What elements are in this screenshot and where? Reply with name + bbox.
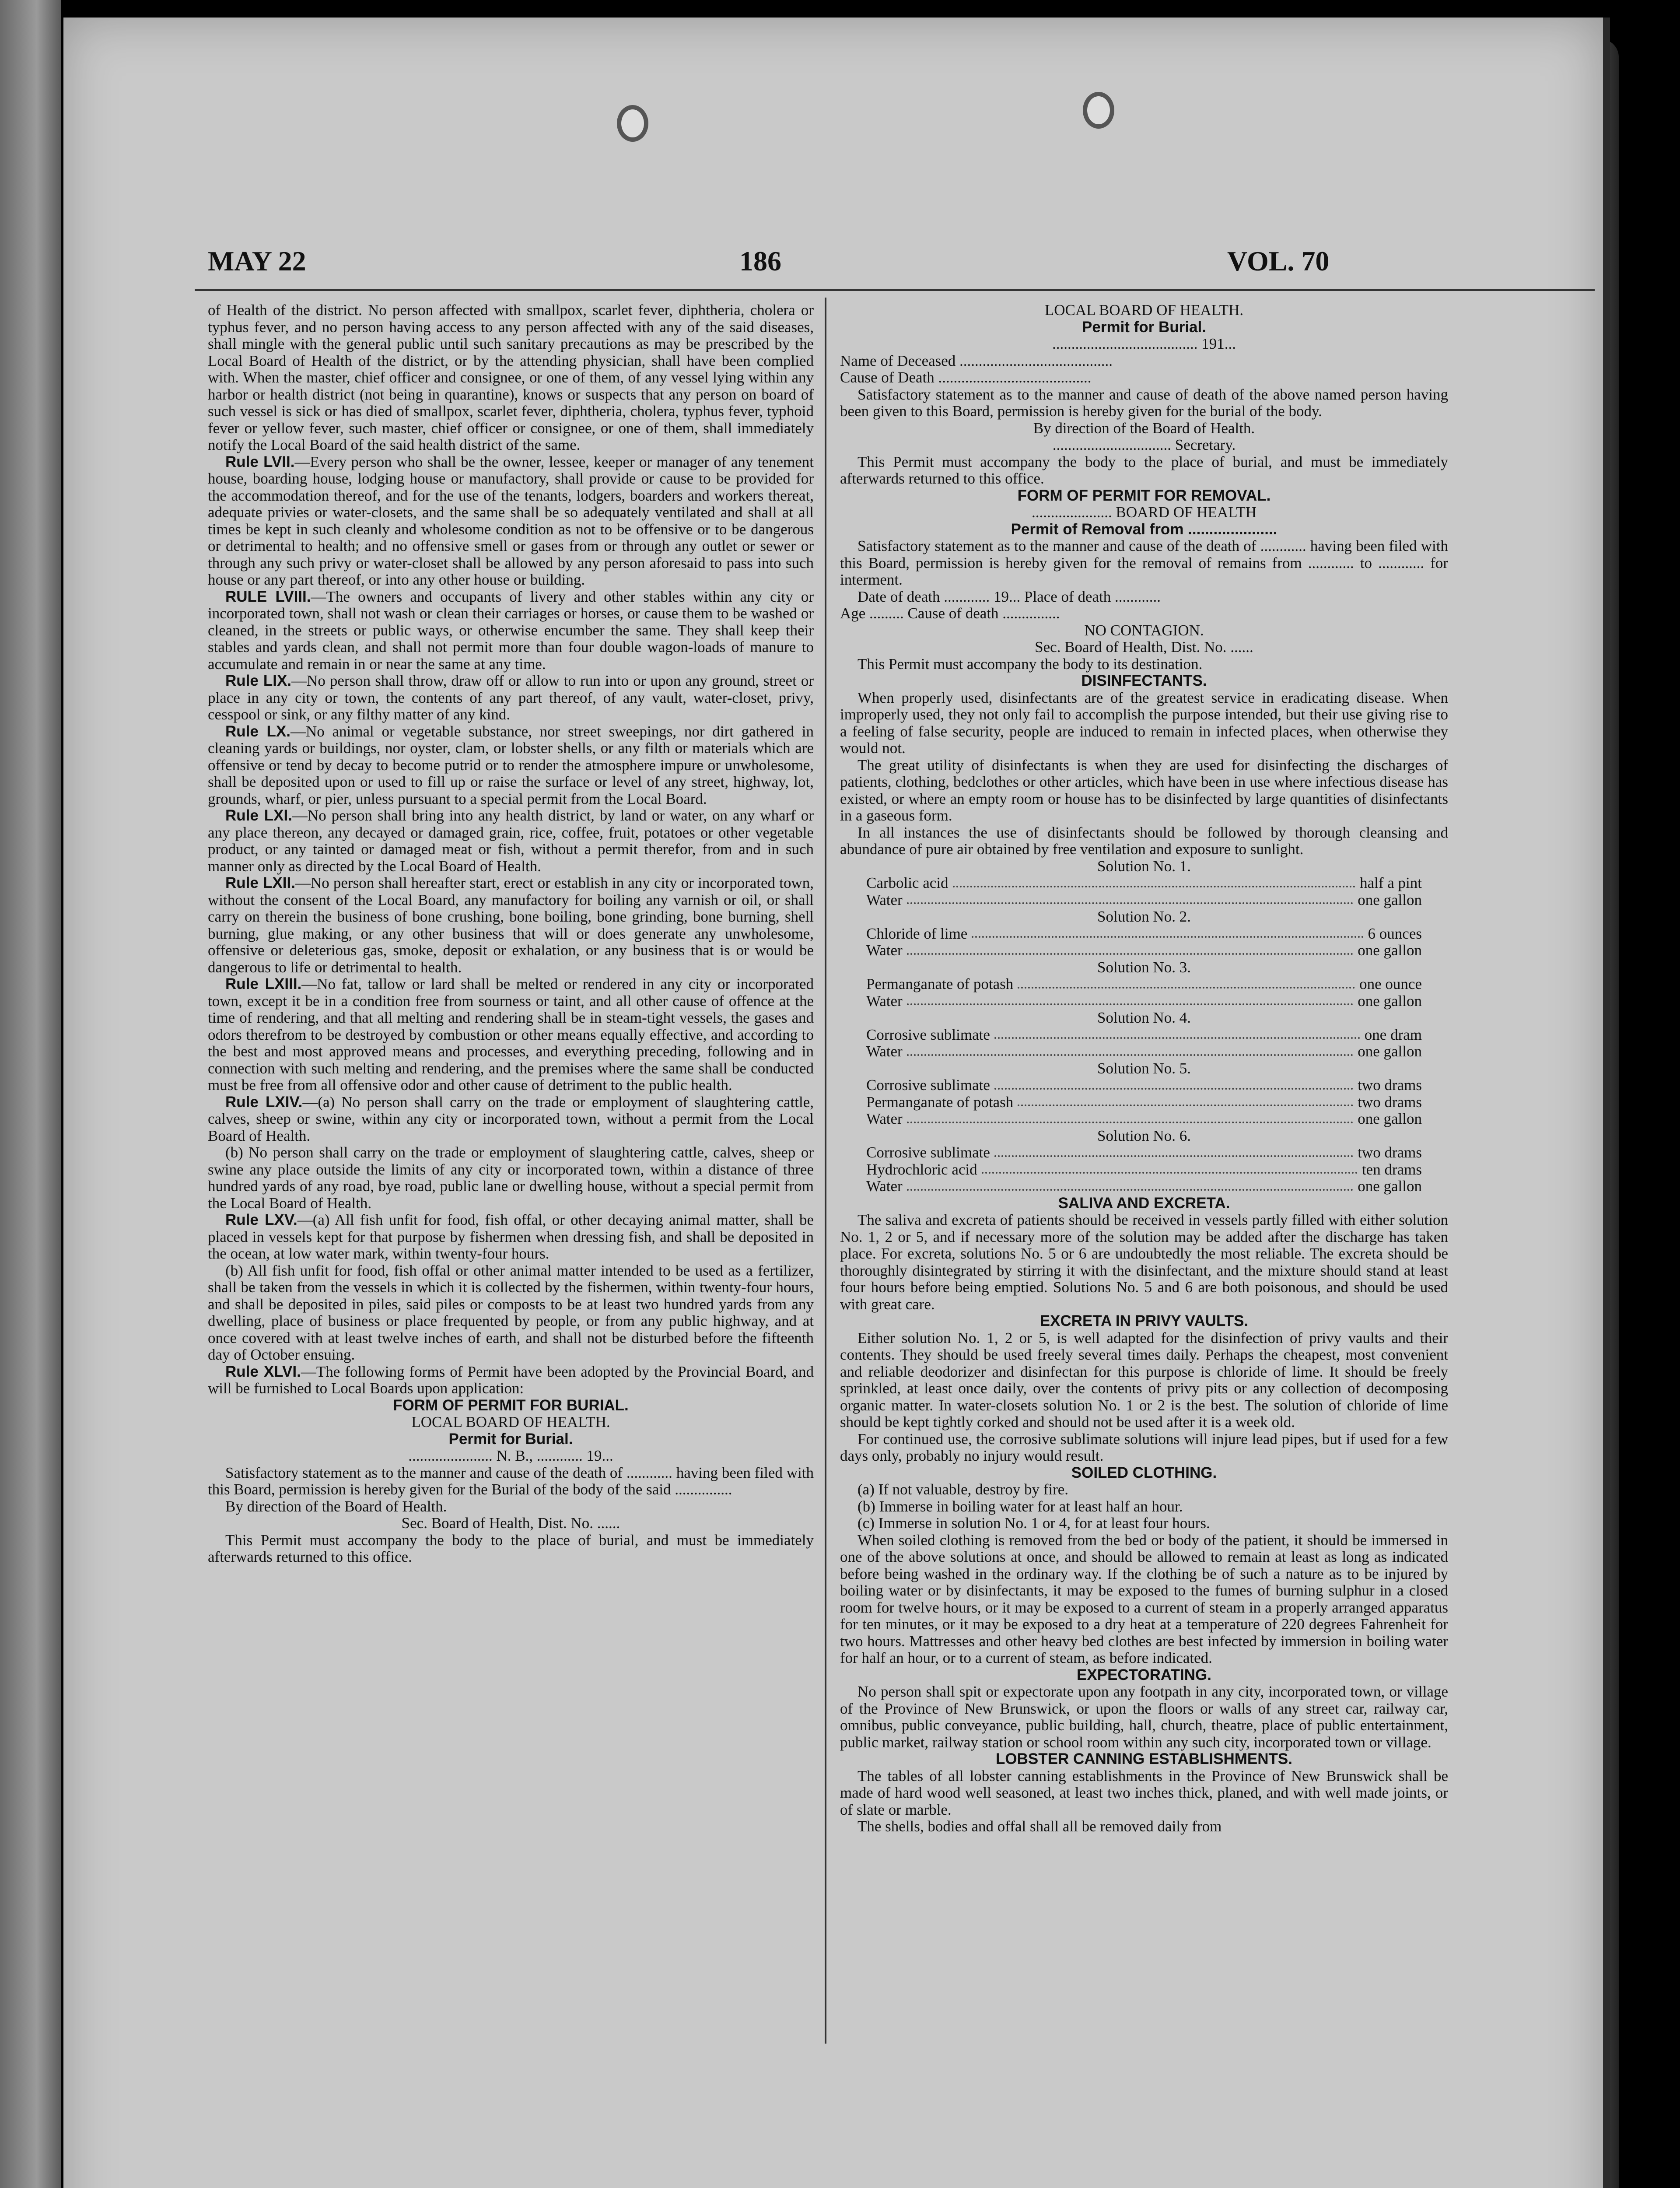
solution-ingredient: [840, 892, 1448, 909]
paragraph: The great utility of disinfectants is when they are used for disinfecting the discharges of patients, clothing, bedclothes or other articles, which have been in use where infectious disease has existed, or where an empty room or house has to be disinfected by large quantities of disinfectants in a gaseous form.: [840, 756, 1448, 824]
solution-heading: Solution No. 2.: [1097, 908, 1191, 925]
solution-ingredient: [840, 976, 1448, 993]
ingredient-amount: one gallon: [1358, 891, 1422, 908]
paragraph: The saliva and excreta of patients should be received in vessels partly filled with either solution No. 1, 2 or 5, and if necessary more of the solution may be added after the discharge has taken place. For excreta, solutions No. 5 or 6 are undoubtedly the most reliable. The excreta should be thoroughly disintegrated by stirring it with the disinfectant, and the mixture should stand at least four hours before being emptied. Solutions No. 5 and 6 are both poisonous, and should be used with great care.: [840, 1211, 1448, 1313]
rule-label: Rule LXIII.: [225, 975, 302, 992]
leader-dots: [1018, 1094, 1353, 1107]
ingredient-name: Water: [866, 1043, 903, 1060]
ingredient-name: Corrosive sublimate: [866, 1026, 990, 1043]
ingredient-amount: one gallon: [1358, 1178, 1422, 1195]
solution-ingredient: [840, 926, 1448, 943]
rule-label: Rule LXIV.: [225, 1093, 303, 1111]
centered-line: By direction of the Board of Health.: [1033, 419, 1255, 437]
rule-paragraph: [208, 976, 814, 1094]
leader-dots: [907, 993, 1354, 1006]
ingredient-name: Water: [866, 992, 903, 1010]
rule-paragraph: [208, 807, 814, 875]
ingredient-name: Hydrochloric acid: [866, 1161, 977, 1178]
paragraph: (c) Immerse in solution No. 1 or 4, for at least four hours.: [858, 1515, 1210, 1532]
section-heading: FORM OF PERMIT FOR REMOVAL.: [1017, 487, 1271, 504]
solution-heading: Solution No. 4.: [1097, 1009, 1191, 1026]
paragraph: Satisfactory statement as to the manner and cause of the death of ............ having been filed with this Board, permission is hereby given for the removal of remains from ............ to ............ for interment.: [840, 537, 1448, 588]
header-rule: [195, 289, 1595, 291]
section-heading: SALIVA AND EXCRETA.: [1058, 1194, 1230, 1212]
ingredient-name: Permanganate of potash: [866, 975, 1014, 992]
adjacent-page-edge: [0, 0, 61, 2188]
section-heading: FORM OF PERMIT FOR BURIAL.: [393, 1396, 629, 1414]
centered-line: Sec. Board of Health, Dist. No. ......: [1035, 638, 1253, 656]
section-heading: EXPECTORATING.: [1077, 1666, 1211, 1683]
solution-ingredient: [840, 1094, 1448, 1111]
ingredient-amount: one dram: [1364, 1026, 1422, 1043]
section-heading: EXCRETA IN PRIVY VAULTS.: [1040, 1312, 1249, 1329]
solution-ingredient: [840, 1178, 1448, 1195]
paragraph: Satisfactory statement as to the manner and cause of death of the above named person having been given to this Board, permission is hereby given for the burial of the body.: [840, 386, 1448, 420]
solution-ingredient: [840, 942, 1448, 959]
rule-text: —No person shall bring into any health district, by land or water, on any wharf or any place thereon, any decayed or damaged grain, rice, coffee, fruit, potatoes or other vegetable product, or any tainted or damaged meat or fish, without a permit therefor, from and in such manner only as directed by the Local Board of Health.: [208, 807, 814, 875]
section-heading: Permit for Burial.: [448, 1430, 573, 1448]
paragraph: Age ......... Cause of death ...............: [840, 605, 1060, 622]
ingredient-name: Permanganate of potash: [866, 1093, 1014, 1111]
section-heading: Permit for Burial.: [1082, 318, 1206, 336]
solution-ingredient: [840, 1161, 1448, 1178]
leader-dots: [907, 1111, 1354, 1123]
paragraph: For continued use, the corrosive sublimate solutions will injure lead pipes, but if used for a few days only, probably no injury would result.: [840, 1430, 1448, 1464]
paragraph: When soiled clothing is removed from the bed or body of the patient, it should be immersed in one of the above solutions at once, and should be allowed to remain at least as long as indicated before being washed in the ordinary way. If the clothing be of such a nature as to be injured by boiling water or by disinfectants, it may be exposed to the fumes of burning sulphur in a closed room for twelve hours, or it may be exposed to a current of steam in a properly arranged apparatus for ten minutes, or it may be exposed to a dry heat at a temperature of 220 degrees Fahrenheit for two hours. Mattresses and other heavy bed clothes are best infected by immersion in boiling water for half an hour, or to a current of steam, as before indicated.: [840, 1531, 1448, 1666]
rule-text: —No person shall throw, draw off or allow to run into or upon any ground, street or place in any city or town, the contents of any part thereof, of any vault, water-closet, privy, cesspool or sink, or any filthy matter of any kind.: [208, 672, 814, 723]
rule-text: —The following forms of Permit have been adopted by the Provincial Board, and will be furnished to Local Boards upon application:: [208, 1363, 814, 1397]
solution-heading: Solution No. 6.: [1097, 1127, 1191, 1144]
rule-paragraph: [208, 673, 814, 723]
rule-label: RULE LVIII.: [225, 588, 311, 605]
rule-text: —No fat, tallow or lard shall be melted or rendered in any city or incorporated town, except it be in a condition free from sourness or taint, and all other cause of offence at the time of rendering, and that all melting and rendering shall be in steam-tight vessels, the gases and odors therefrom to be destroyed by combustion or other means equally effective, and according to the best and most approved means and processes, and everything preceding, following and in connection with such melting and rendering, and the premises where the same shall be conducted must be free from all offensive odor and other cause of detriment to the public health.: [208, 975, 814, 1094]
ingredient-amount: one gallon: [1358, 992, 1422, 1010]
ingredient-amount: half a pint: [1360, 874, 1422, 891]
ingredient-name: Water: [866, 942, 903, 959]
solution-heading: Solution No. 5.: [1097, 1059, 1191, 1077]
solution-ingredient: [840, 1077, 1448, 1094]
leader-dots: [907, 1178, 1354, 1191]
solution-ingredient: [840, 1043, 1448, 1060]
ingredient-name: Carbolic acid: [866, 874, 948, 891]
paragraph: Cause of Death ........................................: [840, 369, 1092, 386]
section-heading: DISINFECTANTS.: [1081, 672, 1207, 689]
rule-text: —The owners and occupants of livery and other stables within any city or incorporated town, shall not wash or clean their carriages or horses, or cause them to be washed or cleaned, in the streets or public ways, or otherwise encumber the same. They shall keep their stables and yards clean, and shall not permit more than four double wagon-loads of manure to accumulate and remain in or near the same at any time.: [208, 588, 814, 673]
paragraph: (a) If not valuable, destroy by fire.: [858, 1481, 1069, 1498]
section-heading: Permit of Removal from .....................: [1011, 520, 1278, 538]
paragraph: This Permit must accompany the body to its destination.: [858, 655, 1203, 673]
solution-ingredient: [840, 1111, 1448, 1128]
paragraph: of Health of the district. No person affected with smallpox, scarlet fever, diphtheria, cholera or typhus fever, and no person having access to any person affected with any of the said diseases, shall mingle with the general public until such sanitary precautions as may be prescribed by the Local Board of Health of the district, or by the attending physician, shall have been complied with. When the master, chief officer and consignee, or one of them, of any vessel lying within any harbor or health district (not being in quarantine), knows or suspects that any person on board of such vessel is sick or has died of smallpox, scarlet fever, diphtheria, cholera, typhus fever, typhoid fever or yellow fever, such master, chief officer or consignee, or one of them, shall immediately notify the Local Board of the said health district of the same.: [208, 302, 814, 453]
rule-label: Rule LX.: [225, 722, 290, 740]
header-page-number: 186: [739, 245, 781, 277]
paragraph: (b) Immerse in boiling water for at least half an hour.: [858, 1497, 1183, 1515]
paragraph: The tables of all lobster canning establishments in the Province of New Brunswick shall be made of hard wood well seasoned, at least two inches thick, planed, and with well made joints, or of slate or marble.: [840, 1767, 1448, 1818]
rule-text: —No person shall hereafter start, erect or establish in any city or incorporated town, without the consent of the Local Board, any manufactory for boiling any varnish or oil, or shall carry on therein the business of bone crushing, bone boiling, bone grinding, bone burning, shell burning, glue making, or any other business that will or does generate any unwholesome, offensive or deleterious gas, smoke, deposit or exhalation, or any business that is or would be dangerous to life or detrimental to health.: [208, 874, 814, 976]
header-volume: VOL. 70: [1227, 245, 1330, 277]
ingredient-amount: two drams: [1358, 1076, 1422, 1094]
solution-ingredient: [840, 993, 1448, 1010]
solution-ingredient: [840, 1144, 1448, 1161]
column-divider: [825, 298, 826, 2044]
rule-text: —No animal or vegetable substance, nor street sweepings, nor dirt gathered in cleaning yards or buildings, nor oyster, clam, or lobster shells, or any filth or materials which are offensive or tend by decay to become putrid or to render the atmosphere impure or unwholesome, shall be deposited upon or used to fill up or raise the surface or level of any street, highway, lot, grounds, wharf, or pier, unless pursuant to a special permit from the Local Board.: [208, 722, 814, 807]
ingredient-name: Corrosive sublimate: [866, 1144, 990, 1161]
leader-dots: [972, 926, 1363, 938]
rule-text: —(a) No person shall carry on the trade or employment of slaughtering cattle, calves, sheep or swine, within any city or incorporated town, without a permit from the Local Board of Health.: [208, 1093, 814, 1144]
leader-dots: [994, 1027, 1360, 1039]
ingredient-amount: ten drams: [1362, 1161, 1422, 1178]
leader-dots: [907, 892, 1354, 905]
centered-line: LOCAL BOARD OF HEALTH.: [411, 1413, 610, 1431]
solution-heading: Solution No. 3.: [1097, 958, 1191, 976]
paragraph: Either solution No. 1, 2 or 5, is well adapted for the disinfection of privy vaults and their contents. They should be used freely several times daily. Perhaps the cheapest, most convenient and reliable deodorizer and disinfectan for this purpose is chloride of lime. It should be freely sprinkled, at least once daily, over the contents of privy pits or any collection of decomposing organic matter. In water-closets solution No. 1 or 2 is the best. The solution of chloride of lime should be kept tightly corked and should not be used after it is a week old.: [840, 1329, 1448, 1431]
leader-dots: [994, 1077, 1353, 1090]
rule-label: Rule XLVI.: [225, 1363, 301, 1380]
paragraph: When properly used, disinfectants are of the greatest service in eradicating disease. When improperly used, they not only fail to accomplish the purpose intended, but their use giving rise to a feeling of false security, people are induced to remain in infected places, when otherwise they would not.: [840, 689, 1448, 757]
ingredient-amount: one gallon: [1358, 1110, 1422, 1127]
rule-paragraph: [208, 723, 814, 808]
leader-dots: [994, 1144, 1353, 1157]
leader-dots: [907, 942, 1354, 955]
paragraph: Name of Deceased ........................................: [840, 352, 1113, 369]
document-page: [63, 18, 1610, 2188]
rule-paragraph: [208, 454, 814, 589]
rule-label: Rule LIX.: [225, 672, 292, 689]
paragraph: This Permit must accompany the body to the place of burial, and must be immediately afterwards returned to this office.: [208, 1531, 814, 1565]
paragraph: Date of death ............ 19... Place of death ............: [858, 588, 1161, 605]
ingredient-name: Water: [866, 1178, 903, 1195]
rule-paragraph: [208, 1364, 814, 1397]
centered-line: ...................................... 191...: [1052, 335, 1236, 352]
centered-line: ..................... BOARD OF HEALTH: [1031, 504, 1256, 521]
leader-dots: [982, 1161, 1358, 1174]
binding-hole-right: [1083, 92, 1114, 129]
rule-text: —Every person who shall be the owner, lessee, keeper or manager of any tenement house, boarding house, lodging house or manufactory, shall provide or cause to be provided for the accommodation thereof, and for the use of the tenants, lodgers, boarders and workers thereat, adequate privies or water-closets, and the same shall be so adequately ventilated and shall at all times be kept in such cleanly and wholesome condition as not to be offensive or to be dangerous or detrimental to health; and no offensive smell or gases from or through any outlet or sewer or through any such privy or water-closet shall be allowed by any person aforesaid to pass into such house or any part thereof, or into any other house or building.: [208, 453, 814, 588]
ingredient-name: Water: [866, 1110, 903, 1127]
paragraph: (b) No person shall carry on the trade or employment of slaughtering cattle, calves, sheep or swine any place outside the limits of any city or incorporated town, within a distance of three hundred yards of any road, bye road, public lane or dwelling house, without a special permit from the Local Board of Health.: [208, 1144, 814, 1212]
rule-label: Rule LXI.: [225, 807, 292, 824]
rule-paragraph: [208, 875, 814, 976]
rule-label: Rule LVII.: [225, 453, 295, 470]
solution-heading: Solution No. 1.: [1097, 857, 1191, 875]
right-column: [840, 302, 1448, 1835]
rule-label: Rule LXII.: [225, 874, 295, 891]
paragraph: By direction of the Board of Health.: [225, 1497, 447, 1515]
ingredient-amount: one gallon: [1358, 942, 1422, 959]
ingredient-amount: 6 ounces: [1368, 925, 1422, 942]
leader-dots: [953, 875, 1356, 887]
ingredient-name: Corrosive sublimate: [866, 1076, 990, 1094]
centered-line: ............................... Secretary.: [1052, 436, 1236, 453]
paragraph: This Permit must accompany the body to the place of burial, and must be immediately afterwards returned to this office.: [840, 453, 1448, 487]
ingredient-amount: one gallon: [1358, 1043, 1422, 1060]
ingredient-amount: one ounce: [1359, 975, 1422, 992]
header-date: MAY 22: [208, 245, 306, 277]
paragraph: In all instances the use of disinfectants should be followed by thorough cleansing and abundance of pure air obtained by free ventilation and exposure to sunlight.: [840, 824, 1448, 858]
paragraph: The shells, bodies and offal shall all be removed daily from: [858, 1818, 1222, 1835]
rule-paragraph: [208, 589, 814, 673]
section-heading: SOILED CLOTHING.: [1071, 1464, 1217, 1481]
section-heading: LOBSTER CANNING ESTABLISHMENTS.: [996, 1750, 1292, 1767]
solution-ingredient: [840, 875, 1448, 892]
left-column: [208, 302, 814, 1566]
paragraph: No person shall spit or expectorate upon any footpath in any city, incorporated town, or village of the Province of New Brunswick, or upon the floors or walls of any street car, railway car, omnibus, public conveyance, public building, hall, church, theatre, place of public entertainment, public market, railway station or school room within any such city, incorporated town or village.: [840, 1683, 1448, 1751]
centered-line: ...................... N. B., ............ 19...: [408, 1447, 613, 1464]
binding-hole-left: [617, 105, 648, 142]
centered-line: NO CONTAGION.: [1084, 621, 1204, 639]
rule-text: —(a) All fish unfit for food, fish offal, or other decaying animal matter, shall be placed in vessels kept for that purpose by fishermen when dressing fish, and shall be deposited in the ocean, at low water mark, within twenty-four hours.: [208, 1211, 814, 1262]
centered-line: LOCAL BOARD OF HEALTH.: [1044, 302, 1244, 319]
solution-ingredient: [840, 1027, 1448, 1044]
ingredient-name: Chloride of lime: [866, 925, 968, 942]
rule-paragraph: [208, 1094, 814, 1145]
leader-dots: [1018, 976, 1355, 989]
leader-dots: [907, 1043, 1354, 1056]
ingredient-amount: two drams: [1358, 1093, 1422, 1111]
centered-line: Sec. Board of Health, Dist. No. ......: [401, 1515, 620, 1532]
paragraph: Satisfactory statement as to the manner and cause of the death of ............ having been filed with this Board, permission is hereby given for the Burial of the body of the said ...............: [208, 1464, 814, 1498]
ingredient-name: Water: [866, 891, 903, 908]
rule-label: Rule LXV.: [225, 1211, 298, 1228]
paragraph: (b) All fish unfit for food, fish offal or other animal matter intended to be used as a fertilizer, shall be taken from the vessels in which it is collected by the fishermen, within twenty-four hours, and shall be deposited in piles, said piles or composts to be at least two hundred yards from any dwelling, place of business or place frequented by people, or from any public highway, and at once covered with at least twelve inches of earth, and shall not be disturbed before the fifteenth day of October ensuing.: [208, 1262, 814, 1363]
ingredient-amount: two drams: [1358, 1144, 1422, 1161]
rule-paragraph: [208, 1212, 814, 1262]
